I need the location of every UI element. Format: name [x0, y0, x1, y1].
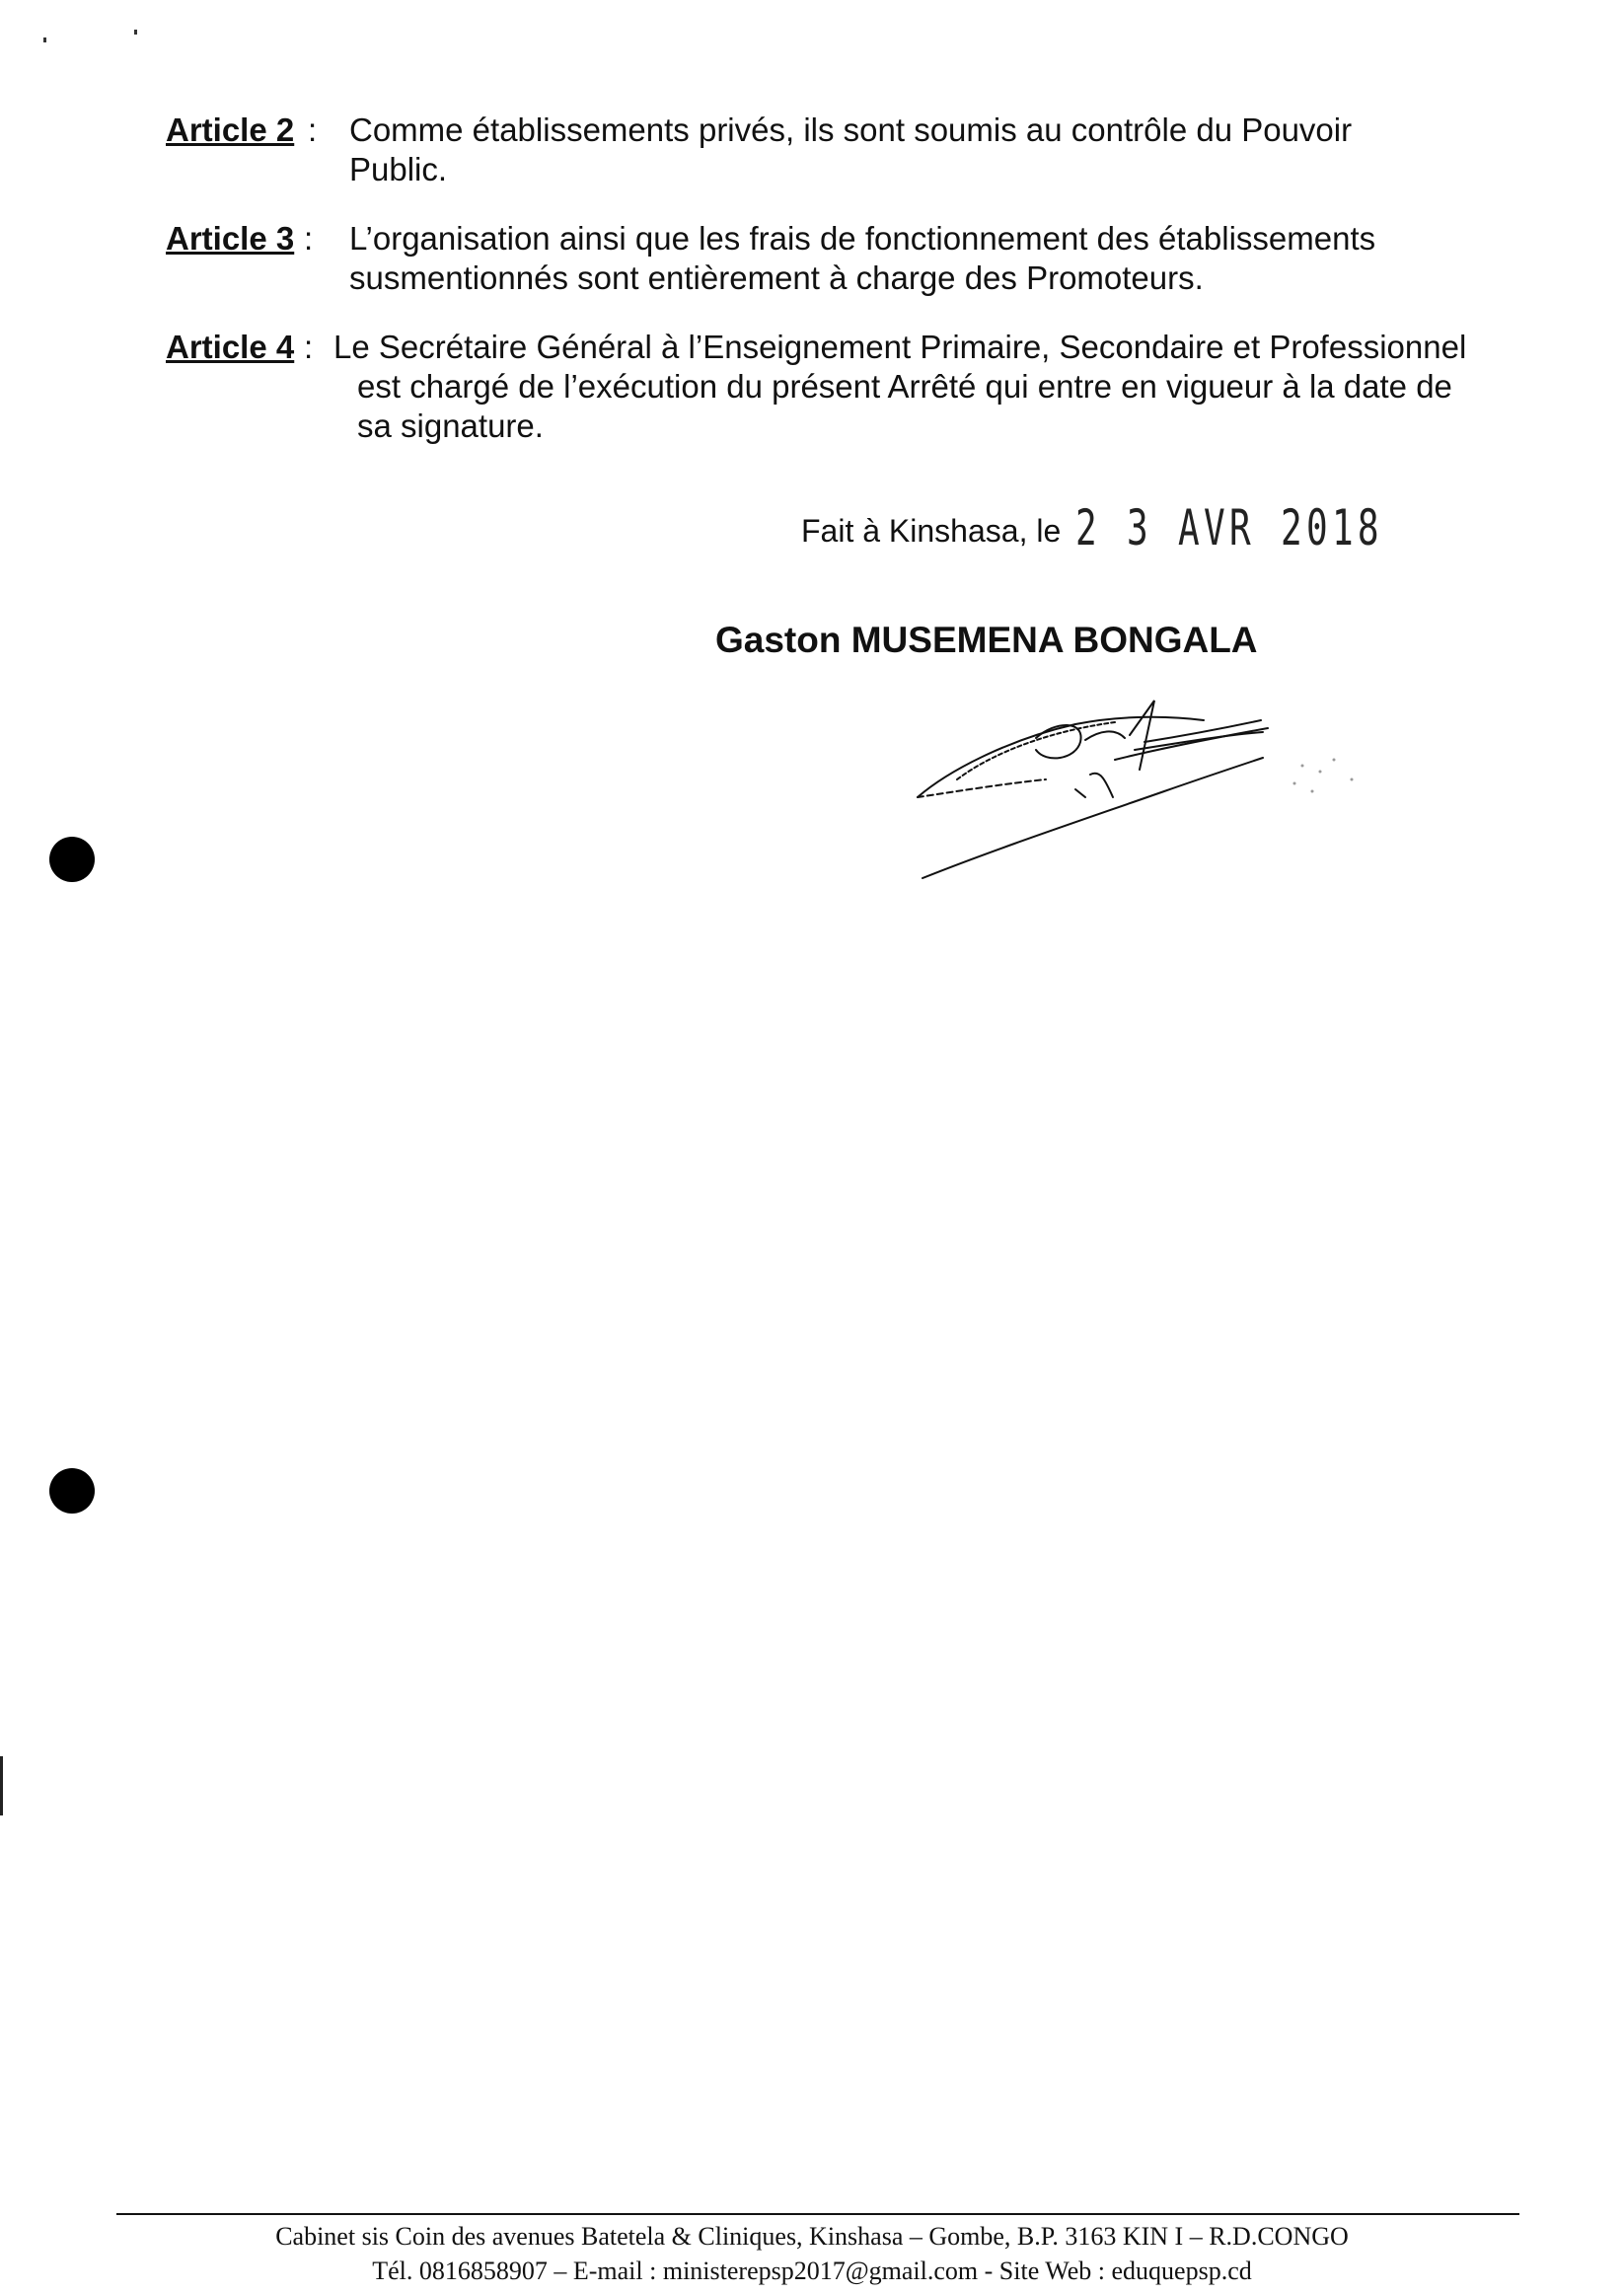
article-separator: :	[304, 220, 314, 257]
scan-edge-mark	[0, 1756, 3, 1815]
article-text-line: est chargé de l’exécution du présent Arrêté qui entre en vigueur à la date de	[357, 368, 1452, 405]
footer-address: Cabinet sis Coin des avenues Batetela & Cliniques, Kinshasa – Gombe, B.P. 3163 KIN I – R.D.CONGO	[275, 2222, 1349, 2251]
punch-hole	[49, 837, 95, 882]
article-label: Article 2	[166, 111, 295, 148]
punch-hole	[49, 1468, 95, 1514]
article-label: Article 4	[166, 329, 295, 365]
scan-mark	[134, 30, 137, 35]
article-separator: :	[304, 329, 314, 365]
article-text-line: susmentionnés sont entièrement à charge des Promoteurs.	[349, 259, 1204, 296]
article-text-line: Le Secrétaire Général à l’Enseignement Primaire, Secondaire et Professionnel	[333, 329, 1467, 365]
article-text-line: Public.	[349, 151, 448, 187]
article-text-line: sa signature.	[357, 407, 544, 444]
article-label: Article 3	[166, 220, 295, 257]
handwritten-signature	[888, 681, 1401, 898]
scan-mark	[43, 37, 46, 42]
article-separator: :	[308, 111, 318, 148]
footer-contact: Tél. 0816858907 – E-mail : ministerepsp2017@gmail.com - Site Web : eduquepsp.cd	[372, 2257, 1252, 2285]
date-stamp: 2 3 AVR 2018	[1075, 499, 1383, 556]
signatory-name: Gaston MUSEMENA BONGALA	[715, 620, 1258, 660]
article-text-line: Comme établissements privés, ils sont soumis au contrôle du Pouvoir	[349, 111, 1353, 148]
footer-rule	[116, 2213, 1519, 2215]
article-text-line: L’organisation ainsi que les frais de fonctionnement des établissements	[349, 220, 1376, 257]
place-text: Fait à Kinshasa, le	[801, 513, 1062, 549]
